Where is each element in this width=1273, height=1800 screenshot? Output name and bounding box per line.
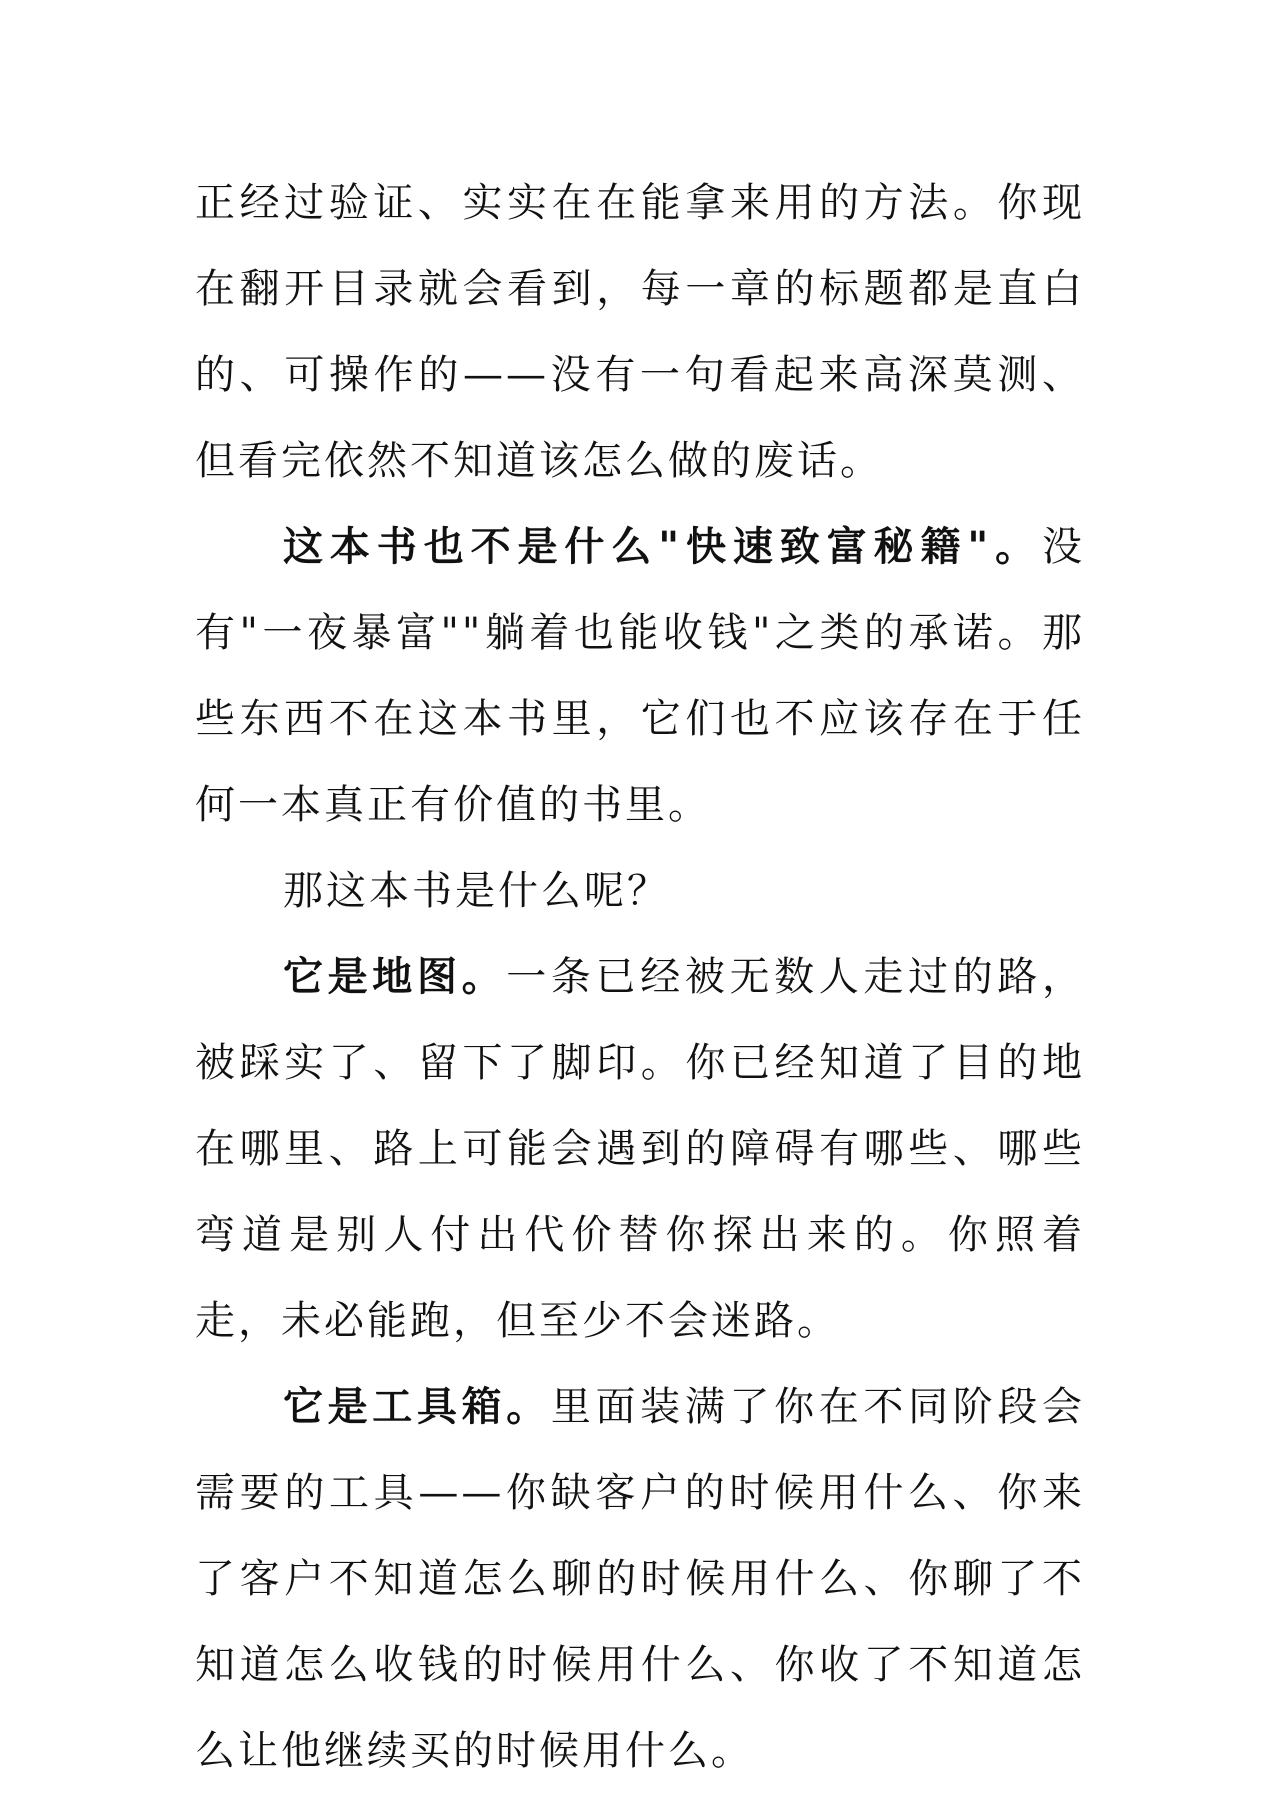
paragraph-4-lead: 它是地图。	[283, 953, 507, 1000]
paragraph-4	[195, 934, 1085, 1364]
paragraph-2-text: 没有"一夜暴富""躺着也能收钱"之类的承诺。那些东西不在这本书里，它们也不应该存在于任何一本真正有价值的书里。	[195, 524, 1085, 828]
paragraph-4-text: 一条已经被无数人走过的路，被踩实了、留下了脚印。你已经知道了目的地在哪里、路上可能会遇到的障碍有哪些、哪些弯道是别人付出代价替你探出来的。你照着走，未必能跑，但至少不会迷路。	[195, 954, 1086, 1344]
paragraph-3	[195, 848, 1085, 934]
paragraph-1	[195, 160, 1085, 504]
paragraph-1-text: 正经过验证、实实在在能拿来用的方法。你现在翻开目录就会看到，每一章的标题都是直白的、可操作的——没有一句看起来高深莫测、但看完依然不知道该怎么做的废话。	[195, 180, 1085, 484]
paragraph-5-text: 里面装满了你在不同阶段会需要的工具——你缺客户的时候用什么、你来了客户不知道怎么聊的时候用什么、你聊了不知道怎么收钱的时候用什么、你收了不知道怎么让他继续买的时候用什么。	[195, 1384, 1086, 1774]
paragraph-3-text: 那这本书是什么呢？	[283, 868, 670, 914]
paragraph-5-lead: 它是工具箱。	[283, 1383, 551, 1430]
paragraph-2-lead: 这本书也不是什么"快速致富秘籍"。	[283, 523, 1042, 570]
paragraph-2	[195, 504, 1085, 848]
body-text	[195, 160, 1085, 1794]
paragraph-5	[195, 1364, 1085, 1794]
